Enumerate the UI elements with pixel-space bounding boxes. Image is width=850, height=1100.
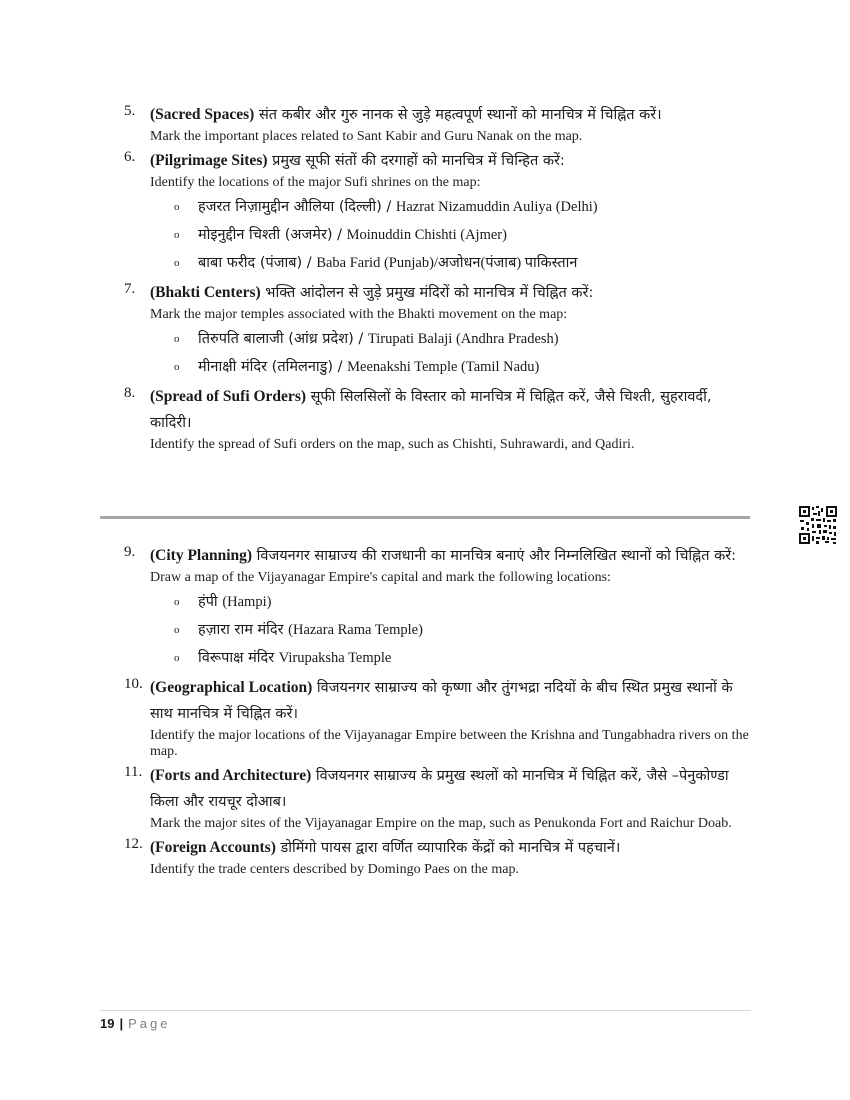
question-english: Identify the major locations of the Vijayanagar Empire between the Krishna and Tungabhadra rivers on the map. (150, 728, 749, 759)
page-number: 19 (100, 1016, 115, 1031)
location-hindi: बाबा फरीद (पंजाब) / (198, 255, 317, 271)
question-heading (150, 763, 754, 815)
location-list (174, 325, 754, 381)
bullet-icon: o (174, 257, 180, 269)
location-item (174, 221, 754, 249)
question-title: (Forts and Architecture) (150, 767, 312, 784)
location-list (174, 193, 754, 277)
question-title: (Spread of Sufi Orders) (150, 388, 307, 405)
question-number: 12. (124, 836, 143, 852)
question-heading (150, 280, 754, 306)
question-hindi: डोमिंगो पायस द्वारा वर्णित व्यापारिक केंद्रों को मानचित्र में पहचानें। (275, 840, 621, 856)
bullet-icon: o (174, 596, 180, 608)
location-hindi: हजरत निज़ामुद्दीन औलिया (दिल्ली) / (198, 199, 396, 215)
bullet-icon: o (174, 333, 180, 345)
footer-separator: | (119, 1016, 124, 1031)
question-title: (Sacred Spaces) (150, 106, 255, 123)
question-hindi: विजयनगर साम्राज्य की राजधानी का मानचित्र बनाएं और निम्नलिखित स्थानों को चिह्नित करें: (252, 548, 737, 564)
location-hindi: हज़ारा राम मंदिर (198, 622, 289, 638)
question-hindi: सूफी सिलसिलों के विस्तार को मानचित्र में चिह्नित करें, जैसे चिश्ती, सुहरावर्दी, कादिरी। (150, 389, 712, 431)
location-item (174, 325, 754, 353)
location-list (174, 588, 754, 672)
location-hindi: तिरुपति बालाजी (आंध्र प्रदेश) / (198, 331, 368, 347)
location-english: (Hazara Rama Temple) (288, 622, 423, 638)
location-item (174, 644, 754, 672)
question-title: (Foreign Accounts) (150, 839, 276, 856)
question-english: Mark the major temples associated with the Bhakti movement on the map: (150, 307, 568, 322)
location-hindi: मीनाक्षी मंदिर (तमिलनाडु) / (198, 359, 348, 375)
question-hindi: विजयनगर साम्राज्य के प्रमुख स्थलों को मानचित्र में चिह्नित करें, जैसे –पेनुकोण्डा किला और रायचूर दोआब। (150, 768, 729, 810)
question-english: Mark the important places related to Sant Kabir and Guru Nanak on the map. (150, 129, 583, 144)
question-english: Draw a map of the Vijayanagar Empire's capital and mark the following locations: (150, 570, 611, 585)
bullet-icon: o (174, 201, 180, 213)
location-item (174, 353, 754, 381)
question-heading (150, 384, 754, 436)
question-heading (150, 148, 754, 174)
question-item (124, 675, 754, 760)
question-item (124, 835, 754, 878)
question-item (124, 384, 754, 453)
page-label: Page (128, 1016, 171, 1031)
question-heading (150, 543, 754, 569)
location-item (174, 249, 754, 277)
question-heading (150, 835, 754, 861)
question-item (124, 102, 754, 145)
question-english: Identify the trade centers described by Domingo Paes on the map. (150, 862, 519, 877)
question-english: Identify the spread of Sufi orders on the map, such as Chishti, Suhrawardi, and Qadiri. (150, 437, 635, 452)
question-hindi: प्रमुख सूफी संतों की दरगाहों को मानचित्र में चिन्हित करें: (267, 153, 565, 169)
question-number: 8. (124, 385, 136, 401)
location-english: Tirupati Balaji (Andhra Pradesh) (367, 331, 559, 347)
location-english: Baba Farid (Punjab)/अजोधन(पंजाब) पाकिस्तान (316, 255, 578, 271)
bullet-icon: o (174, 652, 180, 664)
question-number: 10. (124, 676, 143, 692)
section-2 (124, 543, 754, 881)
location-english: Virupaksha Temple (278, 650, 392, 666)
question-number: 11. (124, 764, 143, 780)
question-heading (150, 102, 754, 128)
location-english: Moinuddin Chishti (Ajmer) (346, 227, 507, 243)
bullet-icon: o (174, 624, 180, 636)
location-item (174, 616, 754, 644)
question-item (124, 543, 754, 672)
question-hindi: भक्ति आंदोलन से जुड़े प्रमुख मंदिरों को मानचित्र में चिह्नित करें: (260, 285, 594, 301)
question-item (124, 280, 754, 381)
qr-code-icon (798, 505, 838, 545)
question-item (124, 763, 754, 832)
question-heading (150, 675, 754, 727)
question-number: 7. (124, 281, 136, 297)
location-hindi: विरूपाक्ष मंदिर (198, 650, 279, 666)
page-footer (100, 1010, 751, 1031)
location-english: Hazrat Nizamuddin Auliya (Delhi) (395, 199, 598, 215)
section-divider (100, 516, 750, 519)
location-english: (Hampi) (222, 594, 272, 610)
question-number: 5. (124, 103, 136, 119)
question-hindi: संत कबीर और गुरु नानक से जुड़े महत्वपूर्ण स्थानों को मानचित्र में चिह्नित करें। (254, 107, 662, 123)
bullet-icon: o (174, 361, 180, 373)
location-hindi: मोइनुद्दीन चिश्ती (अजमेर) / (198, 227, 347, 243)
question-item (124, 148, 754, 277)
location-english: Meenakshi Temple (Tamil Nadu) (347, 359, 540, 375)
bullet-icon: o (174, 229, 180, 241)
location-item (174, 193, 754, 221)
question-number: 9. (124, 544, 136, 560)
question-title: (Bhakti Centers) (150, 284, 261, 301)
question-number: 6. (124, 149, 136, 165)
location-item (174, 588, 754, 616)
question-title: (City Planning) (150, 547, 253, 564)
question-title: (Geographical Location) (150, 679, 313, 696)
question-title: (Pilgrimage Sites) (150, 152, 268, 169)
location-hindi: हंपी (198, 594, 223, 610)
question-english: Identify the locations of the major Sufi shrines on the map: (150, 175, 481, 190)
question-english: Mark the major sites of the Vijayanagar Empire on the map, such as Penukonda Fort and Raichur Doab. (150, 816, 732, 831)
question-hindi: विजयनगर साम्राज्य को कृष्णा और तुंगभद्रा नदियों के बीच स्थित प्रमुख स्थानों के साथ मानचित्र में चिह्नित करें। (150, 680, 733, 722)
section-1 (124, 102, 754, 456)
